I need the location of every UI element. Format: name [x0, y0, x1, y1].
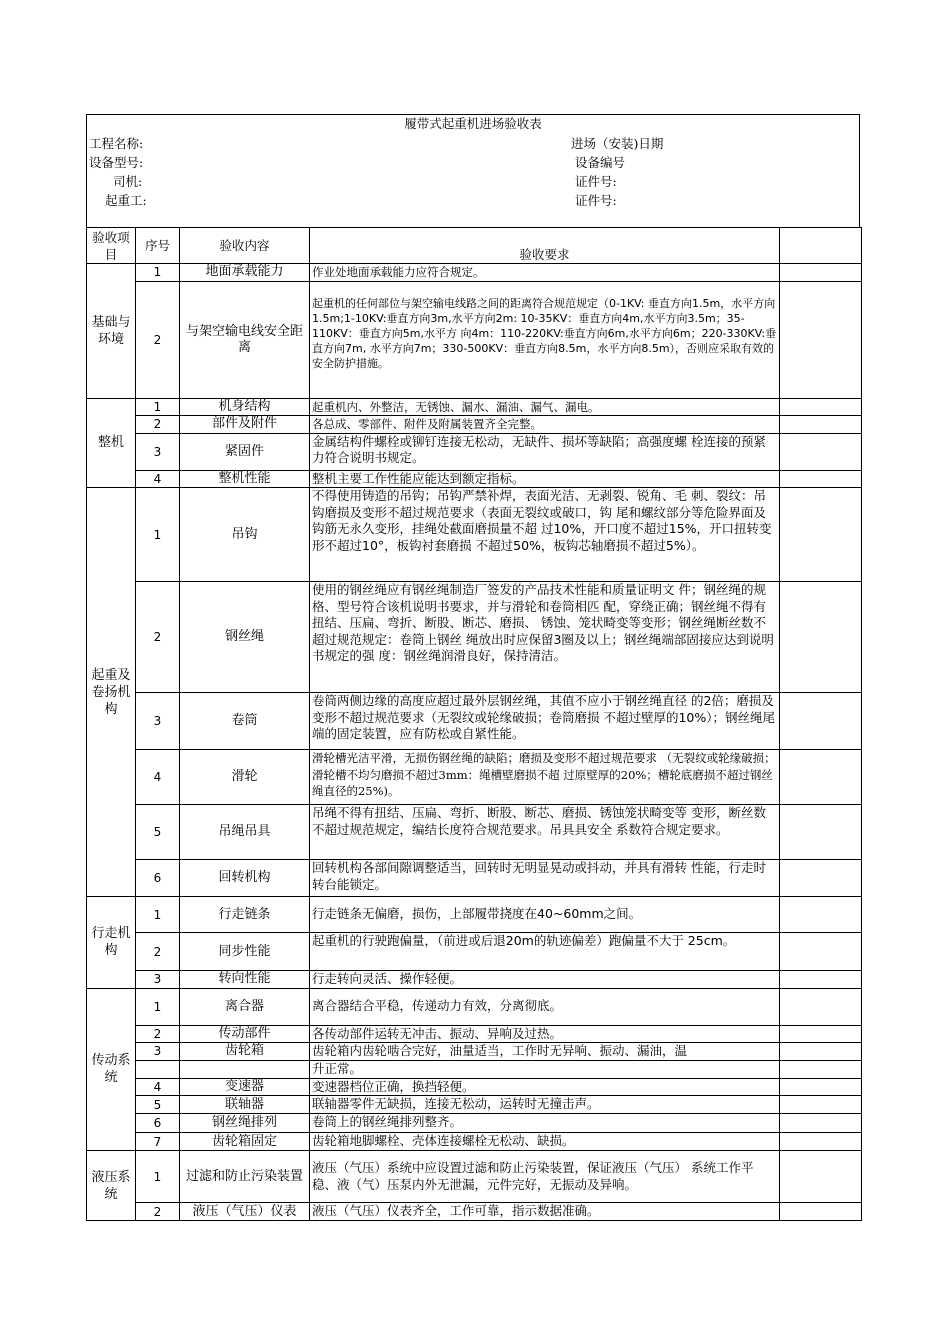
row-requirement: 整机主要工作性能应能达到额定指标。 — [310, 470, 780, 488]
row-requirement: 不得使用铸造的吊钩；吊钩严禁补焊，表面光洁、无剥裂、锐角、毛 刺、裂纹：吊钩磨损及变形不超过规范要求（表面无裂纹或破口，钩 尾和螺纹部分等危险界面及钩筋无永久变形，挂绳处截面磨损量不超 过10%，开口度不超过15%，开口扭转变形不超过10°，板钩衬套磨损 不超过50%，板钩芯轴磨损不超过5%）。 — [310, 488, 780, 582]
acceptance-table — [86, 227, 862, 1221]
row-no: 1 — [136, 264, 180, 282]
header-category: 验收项目 — [87, 228, 136, 264]
table-row — [87, 805, 862, 860]
row-no: 2 — [136, 933, 180, 971]
row-no: 1 — [136, 398, 180, 416]
row-item: 联轴器 — [180, 1096, 310, 1114]
row-blank — [780, 1203, 862, 1221]
row-blank — [780, 433, 862, 470]
table-row — [87, 1096, 862, 1114]
row-requirement: 液压（气压）仪表齐全，工作可靠，指示数据准确。 — [310, 1203, 780, 1221]
header-content: 验收内容 — [180, 228, 310, 264]
row-item: 变速器 — [180, 1078, 310, 1096]
row-no: 1 — [136, 1151, 180, 1203]
row-no: 6 — [136, 860, 180, 897]
row-no: 2 — [136, 1203, 180, 1221]
table-row — [87, 971, 862, 989]
table-row — [87, 470, 862, 488]
row-blank — [780, 988, 862, 1025]
row-blank — [780, 264, 862, 282]
row-requirement: 回转机构各部间隙调整适当，回转时无明显晃动或抖动，并具有滑转 性能，行走时转台能锁定。 — [310, 860, 780, 897]
row-requirement: 升正常。 — [310, 1060, 780, 1078]
table-row — [87, 1078, 862, 1096]
row-requirement: 起重机的任何部位与架空输电线路之间的距离符合规范规定（0-1KV: 垂直方向1.5m，水平方向1.5m;1-10KV:垂直方向3m,水平方向2m: 10-35KV：垂直方向4m,水平方向3.5m；35-110KV：垂直方向5m,水平方 向4m：110-220KV:垂直方向6m,水平方向6m；220-330KV:垂直方向7m, 水平方向7m；330-500KV：垂直方向8.5m，水平方向8.5m），否则应采取有效的安全防护措施。 — [310, 281, 780, 398]
row-no — [136, 1060, 180, 1078]
row-requirement: 卷筒两侧边缘的高度应超过最外层钢丝绳，其值不应小于钢丝绳直径 的2倍；磨损及变形不超过规范要求（无裂纹或轮缘破损；卷筒磨损 不超过壁厚的10%）；钢丝绳尾端的固定装置，应有防松或自紧性能。 — [310, 693, 780, 750]
row-no: 5 — [136, 1096, 180, 1114]
row-item: 钢丝绳 — [180, 582, 310, 693]
row-item: 机身结构 — [180, 398, 310, 416]
row-no: 5 — [136, 805, 180, 860]
category-cell: 行走机构 — [87, 897, 136, 989]
row-item: 钢丝绳排列 — [180, 1114, 310, 1133]
row-item: 紧固件 — [180, 433, 310, 470]
table-row — [87, 1203, 862, 1221]
row-requirement: 行走转向灵活、操作轻便。 — [310, 971, 780, 989]
table-row — [87, 750, 862, 805]
row-blank — [780, 416, 862, 434]
header-requirement: 验收要求 — [310, 228, 780, 264]
row-requirement: 齿轮箱地脚螺栓、壳体连接螺栓无松动、缺损。 — [310, 1133, 780, 1151]
row-no: 7 — [136, 1133, 180, 1151]
rigger-label: 起重工: — [105, 193, 147, 208]
table-row — [87, 1114, 862, 1133]
row-requirement: 滑轮槽光洁平滑，无损伤钢丝绳的缺陷；磨损及变形不超过规范要求 （无裂纹或轮缘破损；滑轮槽不均匀磨损不超过3mm：绳槽壁磨损不超 过原壁厚的20%；槽轮底磨损不超过钢丝绳直径的25%)。 — [310, 750, 780, 805]
row-blank — [780, 1060, 862, 1078]
row-blank — [780, 1096, 862, 1114]
table-row — [87, 933, 862, 971]
row-no: 1 — [136, 488, 180, 582]
table-row — [87, 1060, 862, 1078]
row-blank — [780, 582, 862, 693]
row-no: 4 — [136, 1078, 180, 1096]
table-row — [87, 416, 862, 434]
table-row — [87, 398, 862, 416]
row-item: 液压（气压）仪表 — [180, 1203, 310, 1221]
sheet-title: 履带式起重机进场验收表 — [86, 114, 860, 133]
row-requirement: 齿轮箱内齿轮啮合完好，油量适当，工作时无异响、振动、漏油，温 — [310, 1043, 780, 1061]
row-item: 与架空输电线安全距离 — [180, 281, 310, 398]
row-item: 过滤和防止污染装置 — [180, 1151, 310, 1203]
meta-block — [86, 133, 860, 227]
row-no: 3 — [136, 971, 180, 989]
row-requirement: 起重机的行驶跑偏量，（前进或后退20m的轨迹偏差）跑偏量不大于 25cm。 — [310, 933, 780, 971]
row-item: 部件及附件 — [180, 416, 310, 434]
row-no: 2 — [136, 1025, 180, 1043]
row-requirement: 变速器档位正确，换挡轻便。 — [310, 1078, 780, 1096]
row-item: 行走链条 — [180, 897, 310, 933]
entry-date-label: 进场（安装)日期 — [571, 136, 664, 151]
row-requirement: 行走链条无偏磨，损伤，上部履带挠度在40~60mm之间。 — [310, 897, 780, 933]
header-no: 序号 — [136, 228, 180, 264]
row-requirement: 作业处地面承载能力应符合规定。 — [310, 264, 780, 282]
row-requirement: 离合器结合平稳，传递动力有效，分离彻底。 — [310, 988, 780, 1025]
table-row — [87, 860, 862, 897]
row-blank — [780, 933, 862, 971]
row-item: 滑轮 — [180, 750, 310, 805]
table-row — [87, 1133, 862, 1151]
row-blank — [780, 1114, 862, 1133]
row-item: 齿轮箱固定 — [180, 1133, 310, 1151]
driver-label: 司机: — [113, 174, 143, 189]
row-no: 6 — [136, 1114, 180, 1133]
row-no: 3 — [136, 1043, 180, 1061]
table-row — [87, 488, 862, 582]
row-no: 2 — [136, 416, 180, 434]
table-row — [87, 281, 862, 398]
row-item: 卷筒 — [180, 693, 310, 750]
row-blank — [780, 897, 862, 933]
row-blank — [780, 398, 862, 416]
category-cell: 起重及卷扬机构 — [87, 488, 136, 897]
row-blank — [780, 860, 862, 897]
row-blank — [780, 971, 862, 989]
row-requirement: 液压（气压）系统中应设置过滤和防止污染装置，保证液压（气压） 系统工作平稳、液（气）压泵内外无泄漏，元件完好，无振动及异响。 — [310, 1151, 780, 1203]
row-requirement: 联轴器零件无缺损，连接无松动，运转时无撞击声。 — [310, 1096, 780, 1114]
row-requirement: 使用的钢丝绳应有钢丝绳制造厂签发的产品技术性能和质量证明文 件；钢丝绳的规格、型号符合该机说明书要求，并与滑轮和卷筒相匹 配，穿绕正确；钢丝绳不得有扭结、压扁、弯折、断股、断芯、磨损、 锈蚀、笼状畸变等变形；钢丝绳断丝数不超过规范规定：卷筒上钢丝 绳放出时应保留3圈及以上；钢丝绳端部固接应达到说明书规定的强 度：钢丝绳润滑良好，保持清洁。 — [310, 582, 780, 693]
meta-row-1 — [87, 134, 859, 153]
row-item: 回转机构 — [180, 860, 310, 897]
table-row — [87, 1151, 862, 1203]
row-requirement: 卷筒上的钢丝绳排列整齐。 — [310, 1114, 780, 1133]
row-blank — [780, 1078, 862, 1096]
header-row — [87, 228, 862, 264]
row-no: 2 — [136, 281, 180, 398]
rigger-cert-label: 证件号: — [575, 193, 617, 208]
row-item: 转向性能 — [180, 971, 310, 989]
row-no: 4 — [136, 470, 180, 488]
category-cell: 液压系统 — [87, 1151, 136, 1221]
model-label: 设备型号: — [89, 155, 144, 170]
header-blank — [780, 228, 862, 264]
table-row — [87, 988, 862, 1025]
acceptance-sheet — [86, 114, 860, 1221]
category-cell: 整机 — [87, 398, 136, 488]
driver-cert-label: 证件号: — [575, 174, 617, 189]
table-row — [87, 1043, 862, 1061]
row-no: 3 — [136, 433, 180, 470]
row-no: 1 — [136, 897, 180, 933]
row-blank — [780, 470, 862, 488]
row-item: 吊钩 — [180, 488, 310, 582]
row-blank — [780, 1025, 862, 1043]
row-requirement: 起重机内、外整洁，无锈蚀、漏水、漏油、漏气、漏电。 — [310, 398, 780, 416]
row-blank — [780, 805, 862, 860]
row-blank — [780, 1133, 862, 1151]
meta-row-3 — [87, 172, 859, 191]
equipment-no-label: 设备编号 — [575, 155, 626, 170]
project-label: 工程名称: — [89, 136, 144, 151]
row-requirement: 吊绳不得有扭结、压扁、弯折、断股、断芯、磨损、锈蚀笼状畸变等 变形，断丝数不超过规范规定，编结长度符合规范要求。吊具具安全 系数符合规定要求。 — [310, 805, 780, 860]
category-cell: 传动系统 — [87, 988, 136, 1151]
row-item: 离合器 — [180, 988, 310, 1025]
row-requirement: 金属结构件螺栓或铆钉连接无松动，无缺件、损坏等缺陷；高强度螺 栓连接的预紧力符合说明书规定。 — [310, 433, 780, 470]
table-row — [87, 264, 862, 282]
meta-row-4 — [87, 191, 859, 210]
row-item: 同步性能 — [180, 933, 310, 971]
table-row — [87, 582, 862, 693]
row-blank — [780, 693, 862, 750]
row-blank — [780, 1151, 862, 1203]
table-row — [87, 693, 862, 750]
row-requirement: 各总成、零部件、附件及附属装置齐全完整。 — [310, 416, 780, 434]
row-blank — [780, 1043, 862, 1061]
row-item: 齿轮箱 — [180, 1043, 310, 1061]
row-blank — [780, 750, 862, 805]
row-no: 4 — [136, 750, 180, 805]
category-cell: 基础与环境 — [87, 264, 136, 399]
table-row — [87, 1025, 862, 1043]
row-item: 地面承载能力 — [180, 264, 310, 282]
table-row — [87, 433, 862, 470]
row-item: 传动部件 — [180, 1025, 310, 1043]
row-no: 3 — [136, 693, 180, 750]
row-blank — [780, 488, 862, 582]
row-item: 整机性能 — [180, 470, 310, 488]
row-no: 2 — [136, 582, 180, 693]
row-no: 1 — [136, 988, 180, 1025]
meta-row-2 — [87, 153, 859, 172]
row-blank — [780, 281, 862, 398]
row-item — [180, 1060, 310, 1078]
row-requirement: 各传动部件运转无冲击、振动、异响及过热。 — [310, 1025, 780, 1043]
row-item: 吊绳吊具 — [180, 805, 310, 860]
table-row — [87, 897, 862, 933]
